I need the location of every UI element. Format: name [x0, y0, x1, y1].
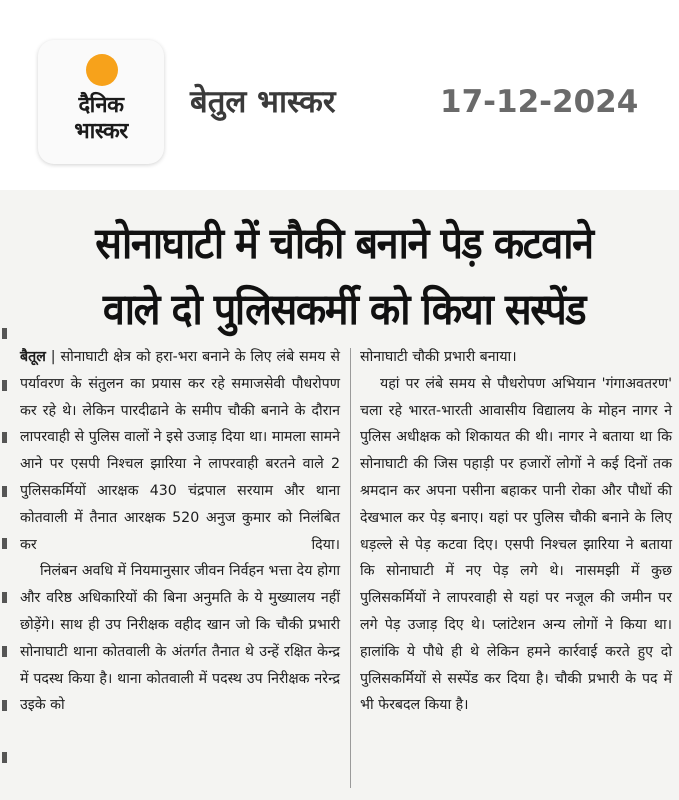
- logo-text-line2: भास्कर: [74, 119, 128, 144]
- source-date: 17-12-2024: [440, 84, 639, 120]
- source-name: बेतुल भास्कर: [190, 84, 336, 120]
- headline-line1: सोनाघाटी में चौकी बनाने पेड़ कटवाने: [95, 219, 593, 269]
- headline-line2: वाले दो पुलिसकर्मी को किया सस्पेंड: [102, 285, 586, 335]
- adjacent-column-edge: [0, 320, 10, 800]
- article-left-column: [20, 344, 340, 719]
- left-paragraph-1: बैतूल | सोनाघाटी क्षेत्र को हरा-भरा बनाने के लिए लंबे समय से पर्यावरण के संतुलन का प्रयास कर रहे समाजसेवी पौधरोपण कर रहे थे। लेकिन पारदीढाने के समीप चौकी बनाने के दौरान लापरवाही से पुलिस वालों ने इसे उजाड़ दिया था। मामला सामने आने पर एसपी निश्चल झारिया ने लापरवाही बरतने वाले 2 पुलिसकर्मियों आरक्षक 430 चंद्रपाल सरयाम और थाना कोतवाली में तैनात आरक्षक 520 अनुज कुमार को निलंबित कर दिया।: [20, 349, 340, 553]
- source-header: [0, 0, 679, 190]
- left-paragraph-1-text: सोनाघाटी क्षेत्र को हरा-भरा बनाने के लिए लंबे समय से पर्यावरण के संतुलन का प्रयास कर रहे समाजसेवी पौधरोपण कर रहे थे। लेकिन पारदीढाने के समीप चौकी बनाने के दौरान लापरवाही से पुलिस वालों ने इसे उजाड़ दिया था। मामला सामने आने पर एसपी निश्चल झारिया ने लापरवाही बरतने वाले 2 पुलिसकर्मियों आरक्षक 430 चंद्रपाल सरयाम और थाना कोतवाली में तैनात आरक्षक 520 अनुज कुमार को निलंबित कर दिया।: [20, 349, 340, 553]
- right-paragraph-1: सोनाघाटी चौकी प्रभारी बनाया।: [360, 349, 517, 365]
- right-paragraph-2: यहां पर लंबे समय से पौधरोपण अभियान 'गंगाअवतरण' चला रहे भारत-भारती आवासीय विद्यालय के मोहन नागर ने पुलिस अधीक्षक को शिकायत की थी। नागर ने बताया था कि सोनाघाटी की जिस पहाड़ी पर हजारों लोगों ने कई दिनों तक श्रमदान कर अपना पसीना बहाकर पानी रोका और पौधों की देखभाल कर पेड़ बनाए। यहां पर पुलिस चौकी बनाने के लिए धड़ल्ले से पेड़ कटवा दिए। एसपी निश्चल झारिया ने बताया कि सोनाघाटी में नए पेड़ लगे थे। नासमझी में कुछ पुलिसकर्मियों ने लापरवाही से यहां पर नजूल की जमीन पर लगे पेड़ उजाड़ दिए थे। प्लांटेशन अन्य लोगों ने किया था। हालांकि ये पौधे ही थे लेकिन हमने कार्रवाई करते हुए दो पुलिसकर्मियों से सस्पेंड कर दिया है। चौकी प्रभारी के पद में भी फेरबदल किया है।: [360, 375, 672, 714]
- left-paragraph-2: निलंबन अवधि में नियमानुसार जीवन निर्वहन भत्ता देय होगा और वरिष्ठ अधिकारियों की बिना अनुमति के ये मुख्यालय नहीं छोड़ेंगे। साथ ही उप निरीक्षक वहीद खान जो कि चौकी प्रभारी सोनाघाटी थाना कोतवाली के अंतर्गत तैनात थे उन्हें रक्षित केन्द्र में पदस्थ किया है। थाना कोतवाली में पदस्थ उप निरीक्षक नरेन्द्र उइके को: [20, 563, 340, 714]
- column-divider: [350, 348, 351, 788]
- dainik-bhaskar-logo: [38, 40, 164, 164]
- article-right-column: [360, 344, 672, 719]
- logo-sun-icon: [86, 54, 118, 86]
- dateline: बैतूल: [20, 349, 46, 365]
- logo-text-line1: दैनिक: [78, 93, 124, 118]
